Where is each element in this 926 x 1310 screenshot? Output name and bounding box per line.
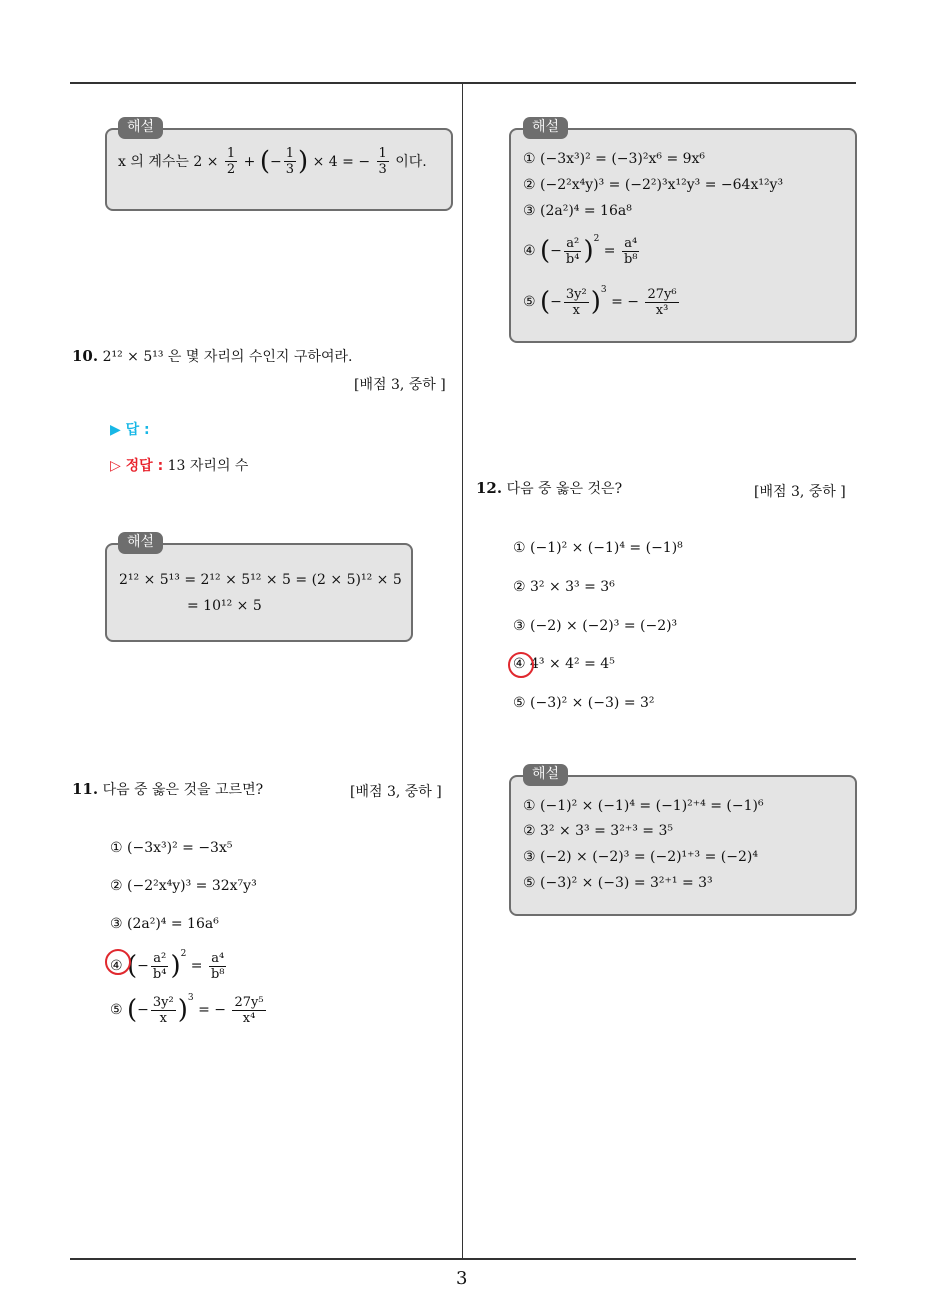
q12-points: [배점 3, 중하 ]	[754, 484, 846, 500]
q11-option-4: ④ (− $\frac{\text{a²}}{\text{b⁴}}$ )$^2$ = $\frac{\text{a⁴}}{\text{b⁸}}$	[110, 949, 225, 982]
q12-number: 12.	[476, 479, 503, 497]
q11-option-2: ② (−2²x⁴y)³ = 32x⁷y³	[110, 878, 257, 894]
top-rule	[70, 82, 856, 84]
q12-option-1: ① (−1)² × (−1)⁴ = (−1)⁸	[513, 540, 683, 556]
q12-correct-mark	[508, 652, 534, 678]
q10-solution-tag: 해설	[118, 532, 163, 554]
fraction: $\frac{\text{27y⁶}}{\text{x³}}$	[647, 286, 677, 318]
q11-points: [배점 3, 중하 ]	[350, 784, 442, 800]
q11-correct-mark	[105, 949, 131, 975]
fraction: $\frac{\text{27y⁵}}{\text{x⁴}}$	[234, 994, 264, 1026]
fraction: $\frac{\text{a⁴}}{\text{b⁸}}$	[623, 235, 638, 267]
fraction: $\frac{\text{a²}}{\text{b⁴}}$	[152, 950, 167, 982]
q12-option-5: ⑤ (−3)² × (−3) = 3²	[513, 695, 655, 711]
q11-option-1: ① (−3x³)² = −3x⁵	[110, 840, 233, 856]
column-divider	[462, 84, 463, 1258]
q11-solution-line5: ⑤ (− $\frac{\text{3y²}}{x}$ )$^3$ = − $\frac{\text{27y⁶}}{\text{x³}}$	[523, 285, 677, 318]
q12-solution-line5: ⑤ (−3)² × (−3) = 3²⁺¹ = 3³	[523, 875, 713, 891]
q11-option-3: ③ (2a²)⁴ = 16a⁶	[110, 916, 219, 932]
q11-question	[72, 779, 263, 800]
q11-solution-line3: ③ (2a²)⁴ = 16a⁸	[523, 203, 632, 219]
q10-question	[72, 346, 352, 367]
q10-points: [배점 3, 중하 ]	[354, 377, 446, 393]
q12-solution-line3: ③ (−2) × (−2)³ = (−2)¹⁺³ = (−2)⁴	[523, 849, 758, 865]
fraction: $\frac{1}{3}$	[378, 146, 387, 177]
q11-solution-line2: ② (−2²x⁴y)³ = (−2²)³x¹²y³ = −64x¹²y³	[523, 177, 784, 193]
q9-solution-text: x 의 계수는 2 × $\frac{1}{2}$ + (− $\frac{1}{3}$ ) × 4 = − $\frac{1}{3}$ 이다.	[118, 146, 427, 177]
q12-solution-tag: 해설	[523, 764, 568, 786]
q12-solution-line1: ① (−1)² × (−1)⁴ = (−1)²⁺⁴ = (−1)⁶	[523, 798, 764, 814]
q11-solution-tag: 해설	[523, 117, 568, 139]
q10-answer-label: ▶ 답 :	[110, 422, 150, 438]
q12-solution-line2: ② 3² × 3³ = 3²⁺³ = 3⁵	[523, 823, 673, 839]
q10-solution-box	[105, 543, 413, 642]
q10-solution-line1: 2¹² × 5¹³ = 2¹² × 5¹² × 5 = (2 × 5)¹² × 5	[119, 572, 402, 588]
fraction: $\frac{1}{2}$	[226, 146, 236, 177]
q12-option-2: ② 3² × 3³ = 3⁶	[513, 579, 615, 595]
q10-solution-line2: = 10¹² × 5	[187, 598, 262, 614]
q10-correct-answer: ▷ 정답 : 13 자리의 수	[110, 458, 249, 474]
fraction: $\frac{1}{3}$	[285, 146, 294, 177]
q12-option-4: ④ 4³ × 4² = 4⁵	[513, 656, 615, 672]
page-number: 3	[456, 1268, 468, 1289]
q10-number: 10.	[72, 347, 99, 365]
q11-solution-line4: ④ (− $\frac{\text{a²}}{\text{b⁴}}$ )$^2$ = $\frac{\text{a⁴}}{\text{b⁸}}$	[523, 234, 638, 267]
q11-solution-line1: ① (−3x³)² = (−3)²x⁶ = 9x⁶	[523, 151, 706, 167]
q11-number: 11.	[72, 780, 99, 798]
q11-option-5: ⑤ (− $\frac{\text{3y²}}{x}$ )$^3$ = − $\frac{\text{27y⁵}}{\text{x⁴}}$	[110, 993, 264, 1026]
fraction: $\frac{\text{3y²}}{x}$	[565, 286, 587, 318]
q12-option-3: ③ (−2) × (−2)³ = (−2)³	[513, 618, 678, 634]
fraction: $\frac{\text{a²}}{\text{b⁴}}$	[565, 235, 580, 267]
q11-text: 다음 중 옳은 것을 고르면?	[102, 782, 264, 798]
q12-question	[476, 478, 622, 499]
bottom-rule	[70, 1258, 856, 1260]
q12-text: 다음 중 옳은 것은?	[506, 481, 623, 497]
q9-solution-tag: 해설	[118, 117, 163, 139]
fraction: $\frac{\text{3y²}}{x}$	[152, 994, 174, 1026]
fraction: $\frac{\text{a⁴}}{\text{b⁸}}$	[210, 950, 225, 982]
q10-text: 2¹² × 5¹³ 은 몇 자리의 수인지 구하여라.	[102, 349, 353, 365]
